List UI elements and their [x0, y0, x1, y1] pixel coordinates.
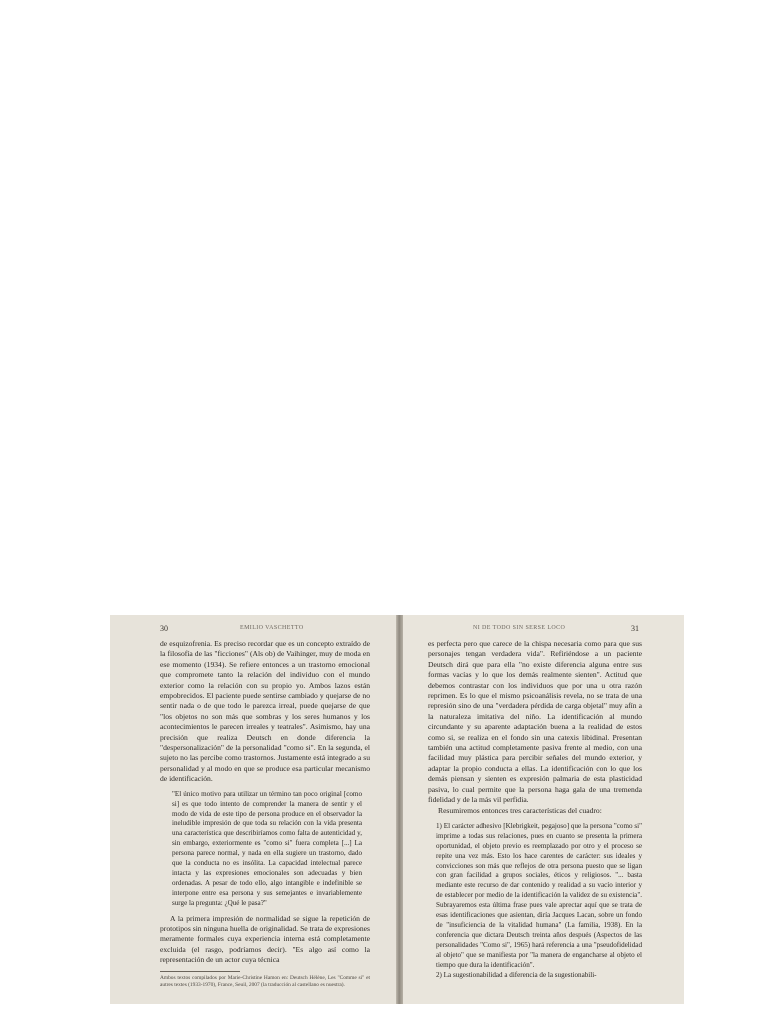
- body-paragraph: A la primera impresión de normalidad se sigue la repetición de prototipos sin ninguna huella de originalidad. Se trata de expresiones meramente formales cuya experiencia interna está completamente excluida (el rasgo, podríamos decir). "Es algo así como la representación de un actor cuya técnica: [160, 913, 370, 965]
- body-paragraph: es perfecta pero que carece de la chispa necesaria como para que sus personajes tengan verdadera vida". Refiriéndose a un paciente Deutsch dirá que para ella "no existe diferencia alguna entre sus formas vacías y lo que los demás realmente sienten". Actitud que debemos contrastar con los individuos que por una u otra razón reprimen. Es lo que el mismo psicoanálisis revela, no se trata de una represión sino de una "verdadera pérdida de carga objetal" muy afín a la naturaleza imitativa del niño. La identificación al mundo circundante y su aparente adaptación buena a la realidad de estos como si, se realiza en el fondo sin una catexis libidinal. Presentan también una actitud completamente pasiva frente al medio, con una facilidad muy plástica para percibir señales del mundo exterior, y adaptar la propio conducta a ellas. La identificación con lo que los demás piensan y sienten es expresión palmaria de esta plasticidad pasiva, lo cual permite que la persona haga gala de una tremenda fidelidad y de la más vil perfidia.: [428, 639, 642, 805]
- book-gutter: [396, 615, 403, 1004]
- footnote-rule: [160, 971, 240, 972]
- page-number: 30: [160, 624, 168, 633]
- body-paragraph: de esquizofrenia. Es preciso recordar que es un concepto extraído de la filosofía de las "ficciones" (Als ob) de Vaihinger, muy de moda en ese momento (1934). Se refiere entonces a un trastorno emocional que compromete tanto la relación del individuo con el mundo exterior como la relación con su propio yo. Ambos lazos están empobrecidos. El paciente puede sentirse cambiado y quejarse de no sentir nada o de que todo le parezca irreal, puede quejarse de que "los objetos no son más que sombras y los seres humanos y los acontecimientos le parecen irreales y teatrales". Asimismo, hay una precisión que realiza Deutsch en donde diferencia la "despersonalización" de la personalidad "como si". En la segunda, el sujeto no las percibe como trastornos. Justamente está integrado a su personalidad y al modo en que se produce esa particular mecanismo de identificación.: [160, 639, 370, 784]
- right-page: [403, 615, 684, 1004]
- book-spread-scan: [110, 615, 684, 1004]
- running-head: NI DE TODO SIN SERSE LOCO: [473, 625, 566, 631]
- right-column: [428, 639, 642, 980]
- left-page: [110, 615, 396, 1004]
- characteristics-list: [428, 822, 642, 981]
- block-quote: "El único motivo para utilizar un término tan poco original [como si] es que todo intento de comprender la manera de sentir y el modo de vida de este tipo de persona produce en el observador la ineludible impresión de que toda su relación con la vida presenta una característica que describiríamos como falta de autenticidad y, sin embargo, exteriormente es "como si" fuera completa [...] La persona parece normal, y nada en ella sugiere un trastorno, dado que la conducta no es insólita. La capacidad intelectual parece intacta y las expresiones emocionales son adecuadas y bien ordenadas. A pesar de todo ello, algo intangible e indefinible se interpone entre esa persona y sus semejantes e invariablemente surge la pregunta: ¿Qué le pasa?": [172, 789, 362, 907]
- left-column: [160, 639, 370, 989]
- running-head: EMILIO VASCHETTO: [240, 625, 304, 631]
- list-item: 1) El carácter adhesivo [Klebrigkeit, pegajoso] que la persona "como si" imprime a todas sus relaciones, pues en cuanto se presenta la primera oportunidad, el objeto previo es reemplazado por otro y el proceso se repite una vez más. Esto los hace carentes de carácter: sus ideales y convicciones son más que reflejos de otra persona puesto que se ligan con gran facilidad a grupos sociales, éticos y religiosos. "... basta mediante este recurso de dar contenido y realidad a su vacío interior y de establecer por medio de la identificación la validez de su existencia". Subrayaremos esta última frase pues vale aprectar aquí que se trata de esas identificaciones que asientan, diría Jacques Lacan, sobre un fondo de "insuficiencia de la vitalidad humana" (La familia, 1938). En la conferencia que dictara Deutsch treinta años después (Aspectos de las personalidades "Como si", 1965) hará referencia a una "pseudofidelidad al objeto" que se manifiesta por "la manera de engancharse al objeto el tiempo que dura la identificación".: [436, 821, 642, 969]
- body-paragraph: Resumiremos entonces tres características del cuadro:: [438, 805, 602, 815]
- list-item: 2) La sugestionabilidad a diferencia de la sugestionabili-: [436, 970, 597, 979]
- footnote: Ambos textos compilados por Marie-Christine Hamon en: Deutsch Hélène, Les "Comme si" et autres textes (1933-1970), France, Seuil, 2007 (la traducción al castellano es nuestra).: [160, 974, 370, 988]
- page-number: 31: [631, 624, 639, 633]
